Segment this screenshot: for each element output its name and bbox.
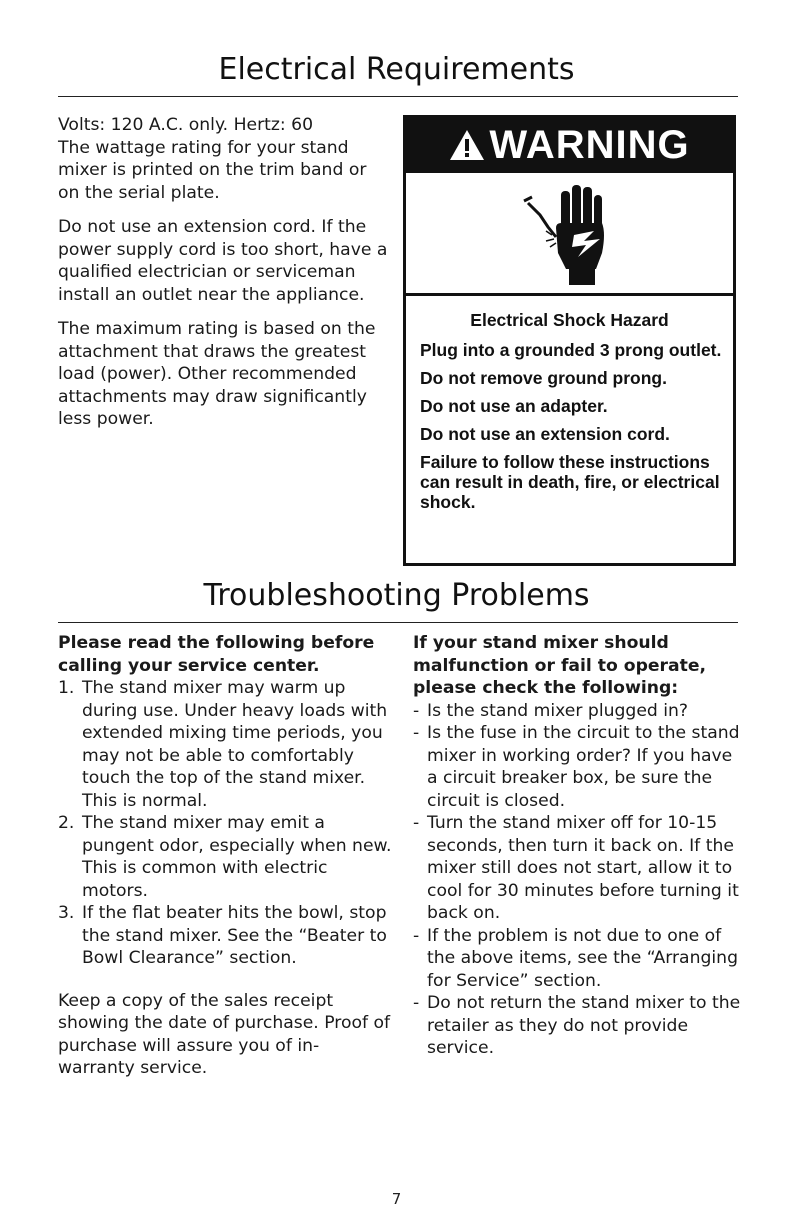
page-number: 7 bbox=[391, 1190, 402, 1208]
numbered-list bbox=[58, 677, 393, 970]
dash-marker: - bbox=[413, 813, 420, 833]
title-rule bbox=[58, 96, 738, 97]
warning-item: Do not remove ground prong. bbox=[420, 368, 667, 388]
item-number: 1. bbox=[58, 678, 75, 698]
warning-triangle-icon bbox=[449, 129, 485, 161]
list-item bbox=[58, 902, 393, 970]
warning-header bbox=[406, 118, 733, 173]
warning-item: Do not use an adapter. bbox=[420, 396, 608, 416]
troubleshooting-right-column bbox=[413, 632, 743, 1060]
warning-divider bbox=[406, 293, 733, 296]
troubleshooting-left-column bbox=[58, 632, 393, 1092]
list-item bbox=[413, 992, 743, 1060]
extension-cord-paragraph: Do not use an extension cord. If the power supply cord is too short, have a qualified electrician or serviceman install an outlet near the appliance. bbox=[58, 217, 388, 305]
checklist bbox=[413, 700, 743, 1060]
warning-item: Do not use an extension cord. bbox=[420, 424, 670, 444]
dash-marker: - bbox=[413, 925, 420, 946]
left-intro: Please read the following before calling your service center. bbox=[58, 633, 375, 676]
warning-item: Plug into a grounded 3 prong outlet. bbox=[420, 340, 722, 360]
electrical-paragraph bbox=[58, 114, 388, 204]
maximum-rating-paragraph: The maximum rating is based on the attachment that draws the greatest load (power). Other recommended attachments may draw significantly less power. bbox=[58, 319, 376, 429]
dash-marker: - bbox=[413, 723, 420, 743]
list-item-text: Is the fuse in the circuit to the stand mixer in working order? If you have a circuit breaker box, be sure the circuit is closed. bbox=[427, 723, 740, 811]
dash-marker: - bbox=[413, 700, 420, 721]
list-item-text: If the problem is not due to one of the above items, see the “Arranging for Service” section. bbox=[427, 925, 738, 991]
troubleshooting-title: Troubleshooting Problems bbox=[203, 578, 590, 613]
warning-text bbox=[406, 298, 733, 520]
item-number: 3. bbox=[58, 903, 75, 923]
list-item bbox=[58, 812, 393, 902]
list-item bbox=[413, 722, 743, 812]
warning-label: WARNING bbox=[489, 123, 690, 167]
right-intro: If your stand mixer should malfunction or fail to operate, please check the following: bbox=[413, 633, 707, 698]
electrical-text bbox=[58, 114, 388, 443]
list-item-text: Is the stand mixer plugged in? bbox=[427, 700, 689, 721]
list-item-text: If the flat beater hits the bowl, stop the stand mixer. See the “Beater to Bowl Clearance” section. bbox=[82, 903, 387, 968]
receipt-note: Keep a copy of the sales receipt showing the date of purchase. Proof of purchase will assure you of in-warranty service. bbox=[58, 990, 391, 1078]
list-item-text: Turn the stand mixer off for 10-15 seconds, then turn it back on. If the mixer still does not start, allow it to cool for 30 minutes before turning it back on. bbox=[427, 813, 739, 923]
list-item bbox=[413, 925, 743, 993]
warning-item: Failure to follow these instructions can result in death, fire, or electrical shock. bbox=[420, 452, 720, 512]
list-item bbox=[413, 700, 743, 723]
dash-marker: - bbox=[413, 993, 420, 1013]
list-item-text: The stand mixer may warm up during use. Under heavy loads with extended mixing time periods, you may not be able to comfortably touch the top of the stand mixer. This is normal. bbox=[82, 678, 388, 811]
list-item-text: The stand mixer may emit a pungent odor, especially when new. This is common with electric motors. bbox=[82, 813, 392, 901]
list-item bbox=[58, 677, 393, 812]
voltage-line: Volts: 120 A.C. only. Hertz: 60 bbox=[58, 115, 314, 135]
electrical-requirements-title: Electrical Requirements bbox=[218, 52, 575, 87]
item-number: 2. bbox=[58, 813, 75, 833]
electrical-shock-hand-icon bbox=[406, 173, 733, 293]
hazard-title: Electrical Shock Hazard bbox=[470, 310, 669, 330]
title-rule bbox=[58, 622, 738, 623]
warning-box bbox=[403, 115, 736, 566]
list-item-text: Do not return the stand mixer to the retailer as they do not provide service. bbox=[427, 993, 741, 1058]
wattage-note: The wattage rating for your stand mixer is printed on the trim band or on the serial plate. bbox=[58, 137, 367, 203]
list-item bbox=[413, 812, 743, 925]
